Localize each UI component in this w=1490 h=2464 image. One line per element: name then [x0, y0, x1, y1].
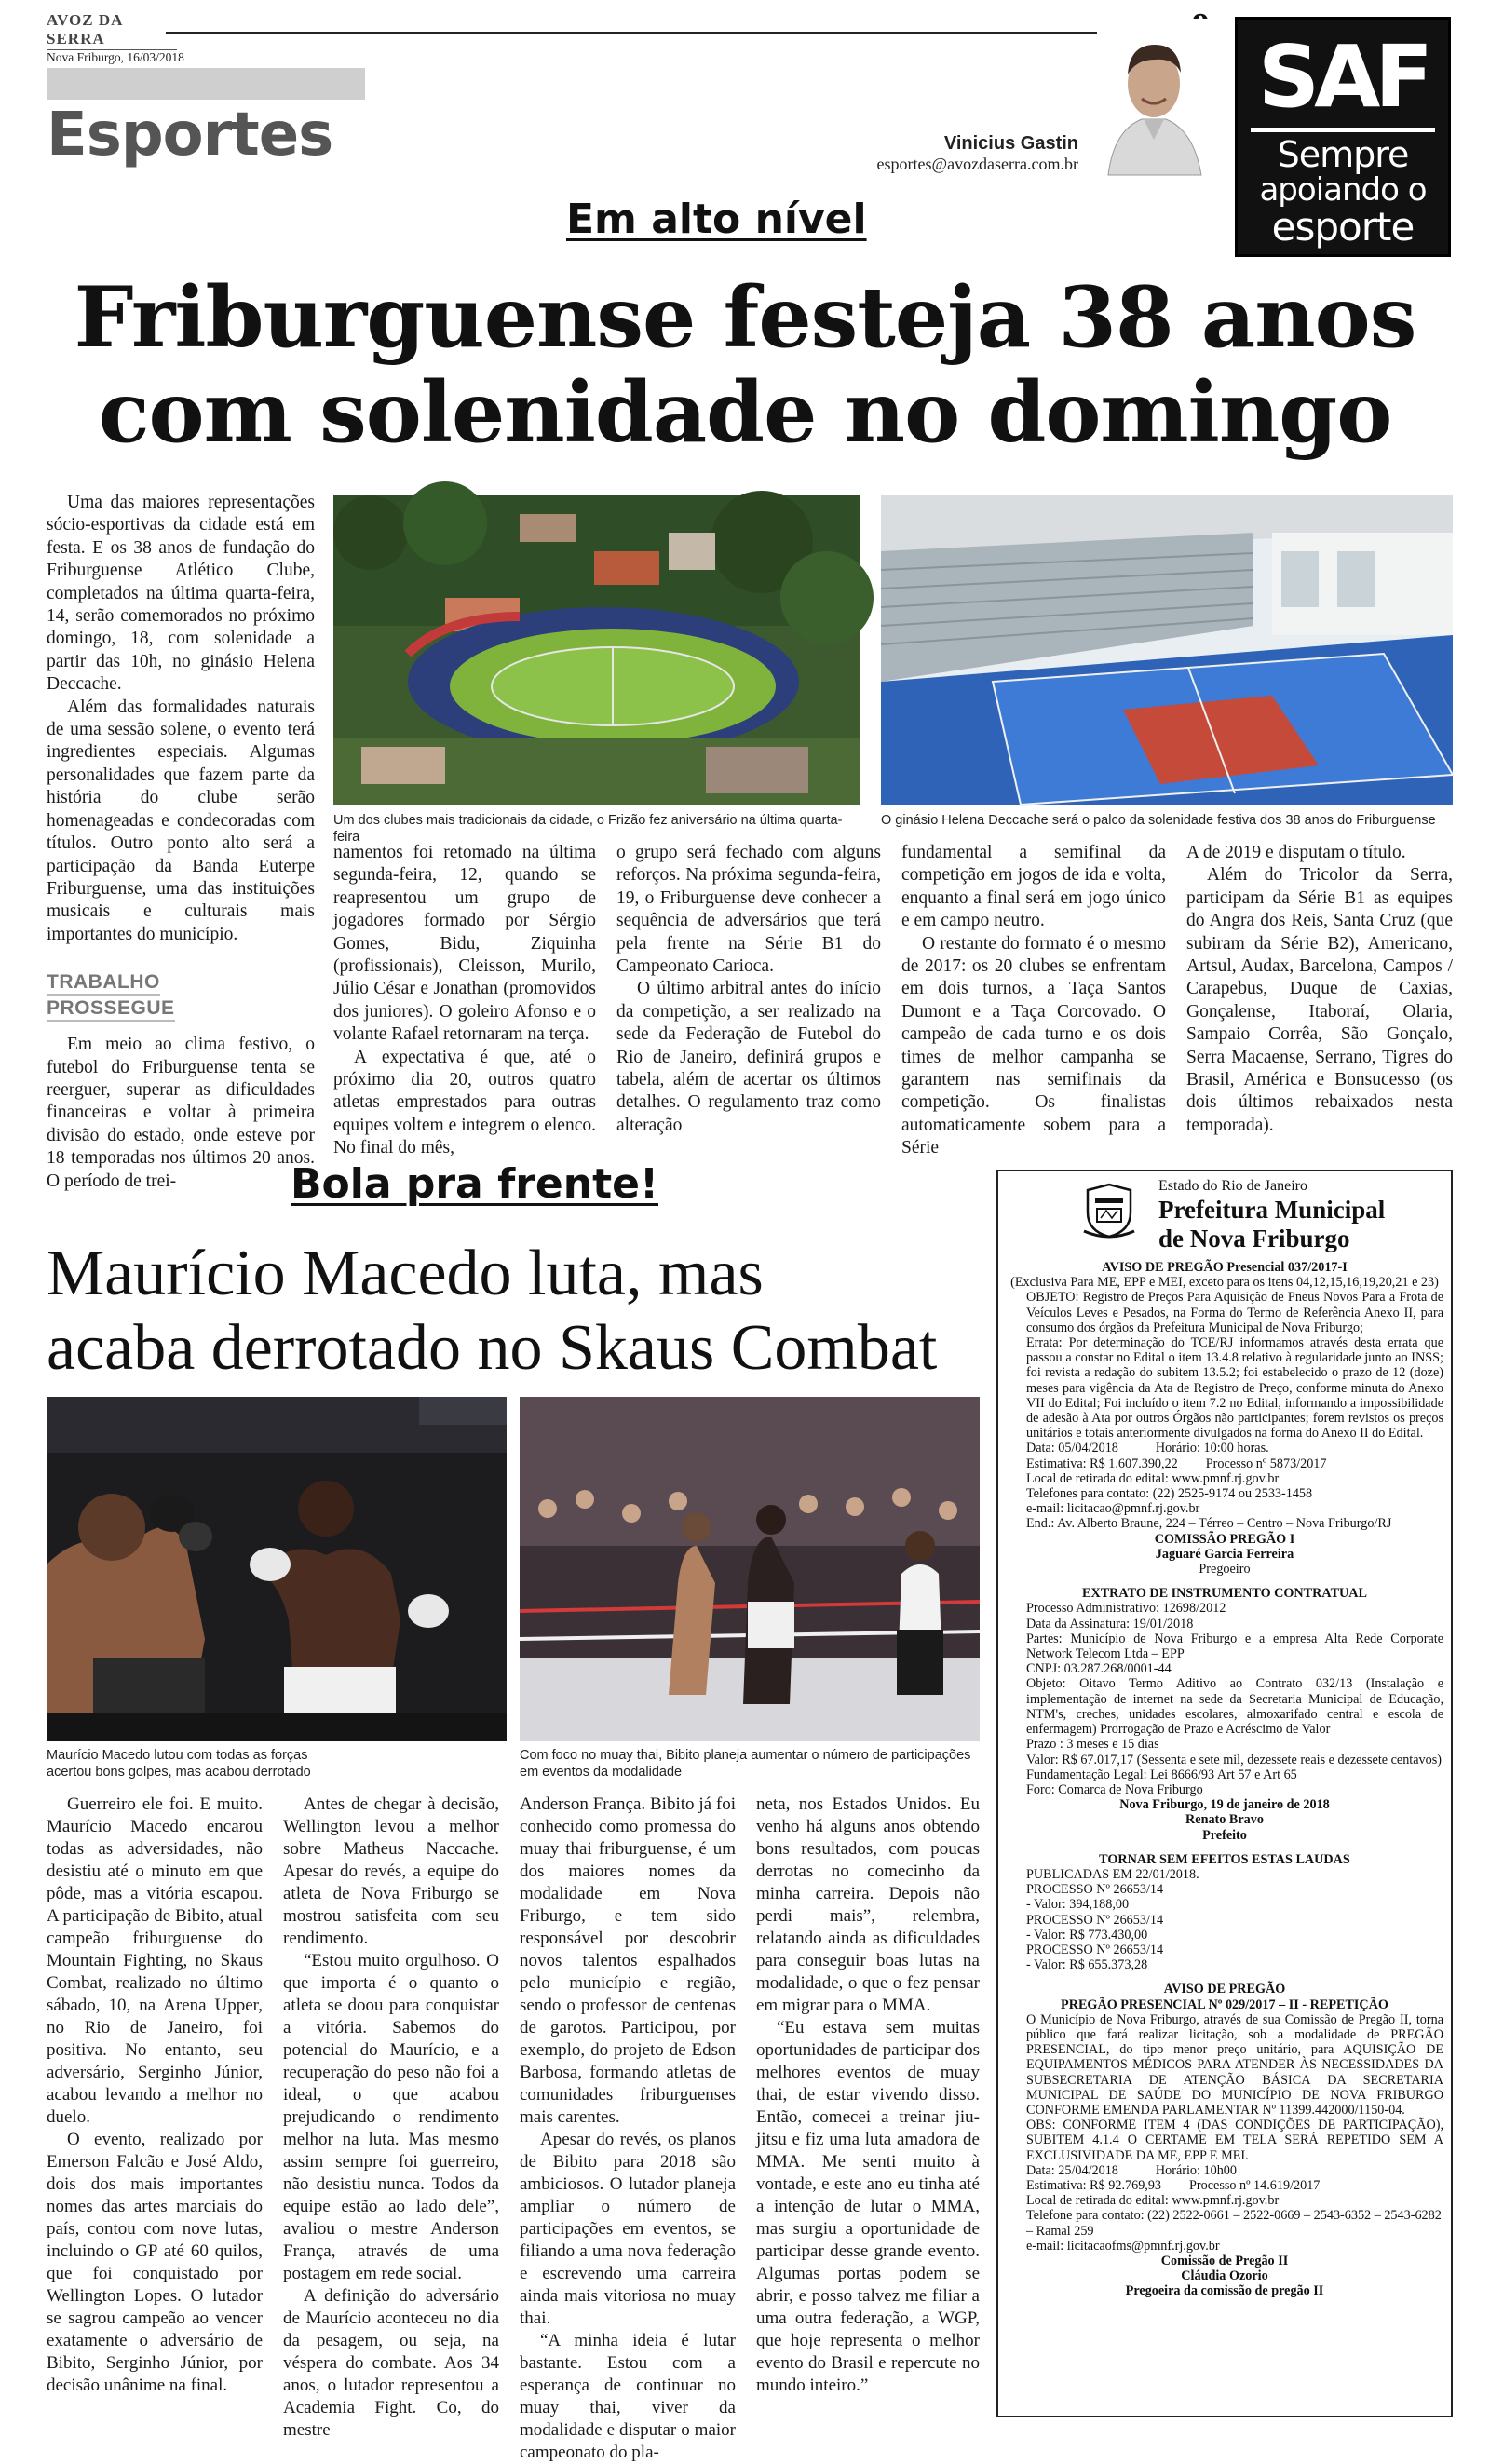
- notice-header: [1006, 1171, 1443, 1260]
- sponsor-line-2: apoiando o: [1259, 171, 1427, 209]
- masthead: [47, 11, 184, 65]
- notice-2-text: Valor: R$ 67.017,17 (Sessenta e sete mil, dezessete reais e dezessete centavos): [1026, 1752, 1442, 1767]
- notice-1-time: Horário: 10:00 horas.: [1155, 1441, 1269, 1456]
- story1-paragraph: A de 2019 e disputam o título.: [1186, 843, 1406, 862]
- gym-interior-photo: [881, 495, 1453, 805]
- notice-4-text: Telefone para contato: (22) 2522-0661 – 2522-0669 – 2543-6352 – 2543-6282 – Ramal 259: [1026, 2208, 1442, 2239]
- story2-paragraph: “Estou muito orgulhoso. O que importa é o quanto o atleta se doou para conquistar a vitória. Sabemos do potencial do Maurício, e a recuperação do peso não foi a ideal, o que acabou prejudicando o rendimento melhor na luta. Mas mesmo assim sempre foi guerreiro, não desistiu nunca. Todos da equipe estão ao lado dele”, avaliou o mestre Anderson França, através de uma postagem em rede social.: [283, 1951, 499, 2283]
- notice-1-text: OBJETO: Registro de Preços Para Aquisição de Pneus Novos Para a Frota de Veículos Leves e Pesados, na Forma do Termo de Referência Anexo II, para consumo dos órgãos da Prefeitura Municipal de Nova Friburgo;: [1026, 1290, 1443, 1335]
- notice-2-text: Partes: Município de Nova Friburgo e a empresa Alta Rede Corporate Network Telecom Ltda – EPP: [1026, 1631, 1443, 1662]
- notice-4-title: AVISO DE PREGÃO: [1163, 1982, 1286, 1997]
- story2-paragraph: “A minha ideia é lutar bastante. Estou com a esperança de continuar no muay thai, viver da modalidade e disputar o maior campeonato do pla-: [520, 2331, 736, 2462]
- story2-headline-line2: acaba derrotado no Skaus Combat: [47, 1312, 938, 1384]
- story1-column-5: [1186, 842, 1453, 1137]
- notice-3-text: PROCESSO Nº 26653/14: [1026, 1942, 1164, 1957]
- gym-photo-caption: O ginásio Helena Deccache será o palco da solenidade festiva dos 38 anos do Friburguense: [881, 813, 1436, 828]
- notice-3-text: - Valor: 394,188,00: [1026, 1897, 1130, 1913]
- saf-logo: SAF: [1251, 33, 1435, 132]
- stadium-photo-caption: Um dos clubes mais tradicionais da cidade, o Frizão fez aniversário na última quarta-feira: [333, 813, 843, 845]
- notice-2-text: CNPJ: 03.287.268/0001-44: [1026, 1661, 1172, 1677]
- notice-2-date: Nova Friburgo, 19 de janeiro de 2018: [1119, 1797, 1330, 1813]
- notice-4-date: Data: 25/04/2018: [1026, 2162, 1118, 2178]
- notice-4-role: Pregoeira da comissão de pregão II: [1125, 2283, 1324, 2299]
- notice-3-text: - Valor: R$ 655.373,28: [1026, 1957, 1148, 1973]
- notice-state: Estado do Rio de Janeiro: [1158, 1178, 1307, 1194]
- sponsor-line-1: Sempre: [1277, 134, 1409, 175]
- story2-column-2: [283, 1794, 499, 2442]
- notice-2-text: Foro: Comarca de Nova Friburgo: [1026, 1781, 1203, 1797]
- notice-1-date: Data: 05/04/2018: [1026, 1441, 1118, 1456]
- notice-1-title: AVISO DE PREGÃO Presencial 037/2017-I: [1102, 1260, 1348, 1275]
- story2-headline: [47, 1237, 987, 1386]
- story2-paragraph: O evento, realizado por Emerson Falcão e José Aldo, dois dos mais importantes nomes das artes marciais do país, contou com nove lutas, incluindo o GP até 60 quilos, que foi conquistado por Wellington Lopes. O lutador se sagrou campeão ao vencer exatamente o adversário de Bibito, Serginho Júnior, por decisão unânime na final.: [47, 2130, 263, 2395]
- author-photo: [1097, 19, 1211, 175]
- story1-paragraph: A expectativa é que, até o próximo dia 20, outros quatro atletas emprestados para outras equipes voltem e integrem o elenco. No final do mês,: [333, 1047, 596, 1158]
- story2-headline-line1: Maurício Macedo luta, mas: [47, 1238, 764, 1309]
- fight-photo-1: [47, 1397, 507, 1741]
- story1-subhead-line1: TRABALHO: [47, 970, 160, 996]
- top-rule: [166, 32, 1199, 34]
- notice-4-estimate: Estimativa: R$ 92.769,93: [1026, 2177, 1162, 2193]
- notice-1-text: Local de retirada do edital: www.pmnf.rj.gov.br: [1026, 1470, 1280, 1486]
- notice-4-text: e-mail: licitacaofms@pmnf.rj.gov.br: [1026, 2238, 1220, 2254]
- notice-1-schedule: [1006, 1441, 1443, 1455]
- story1-paragraph: Além das formalidades naturais de uma sessão solene, o evento terá ingredientes especiais. Algumas personalidades que fazem parte da história do clube serão homenageadas e condecoradas com títulos. Outro ponto alto será a participação da Banda Euterpe Friburguense, uma das instituições musicais e culturais mais importantes do município.: [47, 697, 315, 944]
- story2-paragraph: Apesar do revés, os planos de Bibito para 2018 são ambiciosos. O lutador planeja ampliar o número de participações em eventos, se filiando a uma nova federação e escrevendo uma carreira ainda mais vitoriosa no muay thai.: [520, 2130, 736, 2328]
- story2-column-3: [520, 1794, 736, 2464]
- notice-2-signer: Renato Bravo: [1185, 1812, 1264, 1828]
- story2-paragraph: Antes de chegar à decisão, Wellington levou a melhor sobre Matheus Naccache. Apesar do revés, a equipe do atleta de Nova Friburgo se mostrou satisfeita com seu rendimento.: [283, 1794, 499, 1948]
- story1-lead: Uma das maiores representações sócio-esportivas da cidade está em festa. E os 38 anos de fundação do Friburguense Atlético Clube, completados na última quarta-feira, 14, serão comemorados no próximo domingo, 18, com solenidade a partir das 10h, no ginásio Helena Deccache.: [47, 493, 315, 695]
- notice-2-text: Processo Administrativo: 12698/2012: [1026, 1601, 1226, 1617]
- notice-2-text: Objeto: Oitavo Termo Aditivo ao Contrato 032/13 (Instalação e implementação de internet na sede da Secretaria Municipal de Educação, NTM's, creches, unidades escolares, almoxarifado central e escola de enfermagem) Prorrogação de Prazo e Acréscimo de Valor: [1026, 1676, 1443, 1738]
- story1-paragraph: O restante do formato é o mesmo de 2017: os 20 clubes se enfrentam em dois turnos, a Taça Santos Dumont e a Taça Corcovado. O campeão de cada turno e os dois times de melhor campanha se garantem nas semifinais da competição. Os finalistas automaticamente sobem para a Série: [901, 933, 1166, 1158]
- notice-4-process: Processo nº 14.619/2017: [1189, 2177, 1321, 2193]
- story2-paragraph: Guerreiro ele foi. E muito. Maurício Macedo encarou todas as adversidades, não desistiu até o minuto em que pôde, mas a vitória escapou. A participação de Bibito, atual campeão friburguense do Mountain Fighting, no Skaus Combat, realizado no último sábado, 10, na Arena Upper, no Rio de Janeiro, foi positiva. No entanto, seu adversário, Serginho Júnior, acabou levando a melhor no duelo.: [47, 1794, 263, 2127]
- story2-paragraph: Anderson França. Bibito já foi conhecido como promessa do muay thai friburguense, é um dos maiores nomes da modalidade em Nova Friburgo, e tem sido responsável por descobrir novos talentos espalhados pelo município e região, sendo o professor de centenas de garotos. Participou, por exemplo, do projeto de Edson Barbosa, formando atletas de comunidades friburguenses mais carentes.: [520, 1794, 736, 2127]
- notice-prefeitura-line1: Prefeitura Municipal: [1158, 1196, 1386, 1224]
- notice-3-text: PROCESSO Nº 26653/14: [1026, 1912, 1164, 1928]
- notice-4-text: OBS: CONFORME ITEM 4 (DAS CONDIÇÕES DE PARTICIPAÇÃO), SUBITEM 4.1.4 O CERTAME EM TELA SERÁ REPETIDO SEM A EXCLUSIVIDADE DA ME, EPP E MEI.: [1026, 2118, 1443, 2163]
- section-title: Esportes: [47, 101, 333, 169]
- notice-3-text: PUBLICADAS EM 22/01/2018.: [1026, 1866, 1199, 1882]
- notice-4-text: Local de retirada do edital: www.pmnf.rj.gov.br: [1026, 2193, 1280, 2209]
- notice-4-values: [1006, 2178, 1443, 2193]
- sponsor-box: [1235, 17, 1451, 257]
- notice-2-title: EXTRATO DE INSTRUMENTO CONTRATUAL: [1082, 1586, 1367, 1602]
- story1-paragraph: o grupo será fechado com alguns reforços. Na próxima segunda-feira, 19, o Friburguense deve conhecer a sequência de adversários que terá pela frente na Série B1 do Campeonato Carioca.: [616, 843, 881, 977]
- notice-1-values: [1006, 1456, 1443, 1471]
- coat-of-arms-icon: [1082, 1181, 1136, 1239]
- fight-photo-1-caption: Maurício Macedo lutou com todas as forças acertou bons golpes, mas acabou derrotado: [47, 1748, 311, 1780]
- story1-paragraph: Além do Tricolor da Serra, participam da Série B1 as equipes do Angra dos Reis, Santa Cruz (que subiram da Série B2), Americano, Artsul, Audax, Barcelona, Campos / Carapebus, Duque de Caxias, Gonçalense, Itaboraí, Olaria, Sampaio Corrêa, São Gonçalo, Serra Macaense, Serrano, Tigres do Brasil, América e Bonsucesso (os dois últimos rebaixados nesta temporada).: [1186, 865, 1453, 1135]
- story1-paragraph: Em meio ao clima festivo, o futebol do Friburguense tenta se reerguer, superar as dificuldades financeiras e voltar à primeira divisão do estado, onde esteve por 18 temporadas nos últimos 20 anos. O período de trei-: [47, 1035, 315, 1191]
- story2-column-1: [47, 1794, 263, 2397]
- notice-1-estimate: Estimativa: R$ 1.607.390,22: [1026, 1455, 1178, 1471]
- notice-2-text: Data da Assinatura: 19/01/2018: [1026, 1616, 1194, 1631]
- notice-1-signer: Jaguaré Garcia Ferreira: [1155, 1546, 1294, 1562]
- notice-4-schedule: [1006, 2163, 1443, 2178]
- story1-paragraph: fundamental a semifinal da competição em jogos de ida e volta, enquanto a final será em jogo único e em campo neutro.: [901, 843, 1166, 931]
- story1-column-1: [47, 492, 315, 1193]
- notice-3-text: - Valor: R$ 773.430,00: [1026, 1927, 1148, 1943]
- notice-1-role: Pregoeiro: [1199, 1562, 1251, 1577]
- notice-1-text: Telefones para contato: (22) 2525-9174 ou 2533-1458: [1026, 1486, 1313, 1502]
- prefeitura-notice-box: [996, 1170, 1453, 2417]
- notice-4-text: O Município de Nova Friburgo, através de sua Comissão de Pregão II, torna público que fará realizar licitação, sob a modalidade de PREGÃO PRESENCIAL, do tipo menor preço unitário, para AQUISIÇÃO DE EQUIPAMENTOS MÉDICOS PARA ATENDER ÀS NECESSIDADES DA SUBSECRETARIA DE ATENÇÃO BÁSICA DA SECRETARIA MUNICIPAL DE SAÚDE DO MUNICÍPIO DE NOVA FRIBURGO CONFORME EMENDA PARLAMENTAR Nº 11399.442000/1150-04.: [1026, 2011, 1443, 2118]
- story1-subhead: [47, 970, 315, 1022]
- notice-3-title: TORNAR SEM EFEITOS ESTAS LAUDAS: [1099, 1851, 1350, 1867]
- sponsor-line-3: esporte: [1271, 204, 1415, 250]
- notice-1-process: Processo nº 5873/2017: [1205, 1455, 1327, 1471]
- notice-prefeitura: [1158, 1196, 1385, 1253]
- story2-paragraph: “Eu estava sem muitas oportunidades de participar dos melhores eventos de muay thai, de estar vivendo disso. Então, comecei a treinar jiu-jitsu e fiz uma luta amadora de MMA. Me senti muito à vontade, e este ano eu tinha até a intenção de lutar o MMA, mas surgiu a oportunidade de participar desse grande evento. Algumas portas podem se abrir, e posso talvez me filiar a uma outra federação, a WGP, que hoje representa o melhor evento do Brasil e repercute no mundo inteiro.”: [756, 2018, 980, 2395]
- notice-4-subtitle: PREGÃO PRESENCIAL Nº 029/2017 – II - REPETIÇÃO: [1061, 1997, 1388, 2012]
- story1-column-2: [333, 842, 596, 1160]
- newspaper-name: AVOZ DA SERRA: [47, 11, 177, 50]
- story2-paragraph: neta, nos Estados Unidos. Eu venho há alguns anos obtendo bons resultados, com poucas derrotas no comecinho da minha carreira. Depois não perdi mais”, relembra, relatando ainda as dificuldades para conseguir boas lutas na modalidade, o que o fez pensar em migrar para o MMA.: [756, 1794, 980, 2015]
- notice-2-text: Prazo : 3 meses e 15 dias: [1026, 1737, 1159, 1753]
- issue-date: Nova Friburgo, 16/03/2018: [47, 50, 184, 64]
- story1-kicker: Em alto nível: [566, 196, 867, 243]
- story1-headline: [37, 270, 1453, 460]
- story1-column-4: [901, 842, 1166, 1160]
- author-email: esportes@avozdaserra.com.br: [876, 155, 1078, 173]
- story2-kicker: Bola pra frente!: [291, 1160, 659, 1208]
- notice-4-commission: Comissão de Pregão II: [1160, 2254, 1289, 2268]
- notice-3-text: PROCESSO Nº 26653/14: [1026, 1882, 1164, 1898]
- fight-photo-2-caption: Com foco no muay thai, Bibito planeja aumentar o número de participações em eventos da modalidade: [520, 1748, 971, 1780]
- story1-headline-line2: com solenidade no domingo: [98, 363, 1392, 462]
- notice-1-text: e-mail: licitacao@pmnf.rj.gov.br: [1026, 1501, 1200, 1517]
- section-bar: [47, 68, 365, 100]
- notice-1-commission: COMISSÃO PREGÃO I: [1154, 1531, 1295, 1547]
- story1-paragraph: namentos foi retomado na última segunda-feira, 12, quando se reapresentou um grupo de jogadores formado por Sérgio Gomes, Bidu, Ziquinha (profissionais), Cleisson, Murilo, Júlio César e Jonathan (promovidos dos juniores). O goleiro Afonso e o volante Rafael retornaram na terça.: [333, 843, 596, 1045]
- notice-1-text: (Exclusiva Para ME, EPP e MEI, exceto para os itens 04,12,15,16,19,20,21 e 23): [1010, 1275, 1439, 1291]
- story2-column-4: [756, 1794, 980, 2397]
- story2-paragraph: A definição do adversário de Maurício aconteceu no dia da pesagem, ou seja, na véspera do combate. Aos 34 anos, o lutador representou a Academia Fight. Co, do mestre: [283, 2286, 499, 2440]
- fight-photo-2: [520, 1397, 980, 1741]
- notice-1-text: Errata: Por determinação do TCE/RJ informamos através desta errata que passou a constar no Edital o item 13.4.8 relativo à regularidade junto ao INSS; foi revista a redação do subitem 13.5.2; foi estabelecido o prazo de 12 (doze) meses para vigência da Ata de Registro de Preço, conforme minuta do Anexo VII do Edital; Foi incluído o item 7.2 no Edital, informando a impossibilidade de adesão à Ata por outros Órgãos não participantes; forem revistos os preços unitários e totais anteriormente divulgados na forma do Anexo II do Edital.: [1026, 1335, 1443, 1442]
- stadium-aerial-photo: [333, 495, 860, 805]
- notice-2-role: Prefeito: [1202, 1827, 1247, 1843]
- story1-column-3: [616, 842, 881, 1137]
- notice-prefeitura-line2: de Nova Friburgo: [1158, 1225, 1350, 1252]
- author-byline: [877, 133, 1078, 174]
- story1-subhead-line2: PROSSEGUE: [47, 996, 175, 1022]
- story1-headline-line1: Friburguense festeja 38 anos: [74, 268, 1416, 367]
- notice-2-text: Fundamentação Legal: Lei 8666/93 Art 57 e Art 65: [1026, 1767, 1297, 1782]
- notice-4-time: Horário: 10h00: [1155, 2162, 1237, 2178]
- story1-paragraph: O último arbitral antes do início da competição, a ser realizado na sede da Federação de Futebol do Rio de Janeiro, definirá grupos e tabela, além de acertar os últimos detalhes. O regulamento traz como alteração: [616, 979, 881, 1135]
- author-name: Vinicius Gastin: [943, 133, 1078, 154]
- notice-1-text: End.: Av. Alberto Braune, 224 – Térreo – Centro – Nova Friburgo/RJ: [1026, 1516, 1392, 1532]
- notice-4-signer: Cláudia Ozorio: [1181, 2268, 1268, 2284]
